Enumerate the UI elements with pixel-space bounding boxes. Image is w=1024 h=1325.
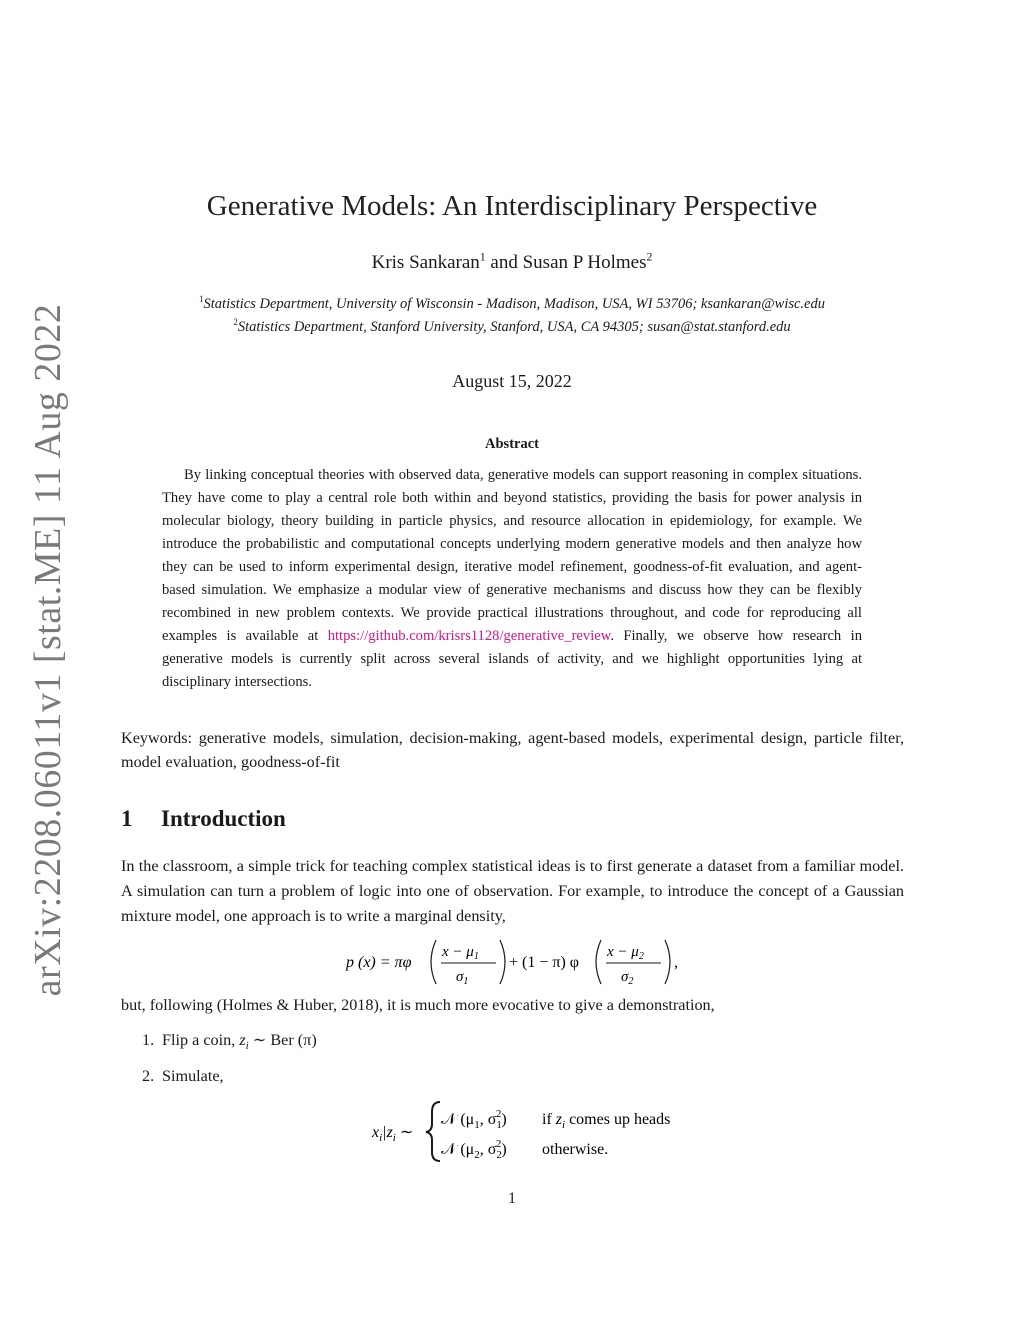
affiliation-2-sup: 2 xyxy=(233,317,238,328)
affiliation-1 xyxy=(0,296,1024,313)
eq1-left-paren-2 xyxy=(596,940,601,984)
eq1-den2: $\sigma_2$ xyxy=(621,969,634,987)
author-1-sup: 1 xyxy=(479,250,486,264)
list-item-1-number: 1. xyxy=(142,1031,155,1049)
eq1-trail: , xyxy=(674,954,678,971)
author-2-sup: 2 xyxy=(646,250,653,264)
list-item-1-math-sub: i xyxy=(245,1040,249,1053)
eq1-left-paren-1 xyxy=(431,940,436,984)
author-1: Kris Sankaran xyxy=(371,252,480,273)
eq1-num2: $x - \mu_2$ xyxy=(607,944,644,962)
list-item-1-math-rest: ∼ Ber (π) xyxy=(248,1031,317,1049)
paper-title: Generative Models: An Interdisciplinary Perspective xyxy=(206,190,818,222)
intro-paragraph: In the classroom, a simple trick for teaching complex statistical ideas is to first generate a dataset from a familiar model. A simulation can turn a problem of logic into one of observation. For example, to introduce the concept of a Gaussian mixture model, one approach is to write a marginal density, xyxy=(121,857,904,925)
following-paragraph: but, following (Holmes & Huber, 2018), it is much more evocative to give a demonstration, xyxy=(121,996,715,1014)
mixture-density-equation xyxy=(0,936,1024,988)
abstract-text-before-link: By linking conceptual theories with observed data, generative models can support reasoning in complex situations. They have come to play a central role both within and beyond statistics, providing the basis for power analysis in molecular biology, theory building in particle physics, and resource allocation in epidemiology, for example. We introduce the probabilistic and computational concepts underlying modern generative models and then analyze how they can be used to inform experimental design, iterative model refinement, goodness-of-fit evaluation, and agent-based simulation. We emphasize a modular view of generative mechanisms and discuss how they can be flexibly recombined in new problem contexts. We provide practical illustrations throughout, and code for reproducing all examples is available at xyxy=(162,467,862,644)
eq2-case2-condition: otherwise. xyxy=(542,1141,609,1158)
github-link[interactable]: https://github.com/krisrs1128/generative_review xyxy=(327,628,611,644)
simulation-cases-equation xyxy=(0,1098,1024,1164)
paper-date: August 15, 2022 xyxy=(452,371,572,391)
author-conjunction: and xyxy=(485,252,523,273)
list-item-2-text: Simulate, xyxy=(162,1067,224,1085)
list-item-1-math-var: z xyxy=(239,1031,246,1049)
abstract-heading: Abstract xyxy=(485,436,539,452)
list-item-2-number: 2. xyxy=(142,1067,155,1085)
eq1-right-paren-1 xyxy=(500,940,505,984)
section-title: Introduction xyxy=(161,806,286,831)
eq1-middle: + (1 − π) φ xyxy=(509,954,580,971)
abstract-text-after-link: . Finally, we observe how research in generative models is currently split across several islands of activity, and we highlight opportunities lying at disciplinary intersections. xyxy=(162,628,862,690)
authors xyxy=(0,252,1024,274)
eq2-lhs: $x_i|z_i$ ∼ xyxy=(372,1124,414,1144)
eq1-lhs: p (x) = πφ xyxy=(346,954,412,971)
list-item-2 xyxy=(142,1067,224,1086)
eq2-brace xyxy=(426,1102,440,1161)
affiliation-1-sup: 1 xyxy=(199,294,204,305)
eq2-case1-condition: if $z_i$ comes up heads xyxy=(542,1111,671,1131)
eq2-case1-dist: 𝒩 ($\mu_1$, $\sigma_12$) xyxy=(441,1108,507,1131)
section-number: 1 xyxy=(121,806,133,831)
page-number: 1 xyxy=(508,1190,516,1207)
list-item-1-text: Flip a coin, xyxy=(162,1031,240,1049)
affiliation-2-text: Statistics Department, Stanford University, Stanford, USA, CA 94305; susan@stat.stanford.edu xyxy=(237,319,791,335)
section-heading xyxy=(121,806,286,832)
eq1-right-paren-2 xyxy=(665,940,670,984)
eq2-case2-dist: 𝒩 ($\mu_2$, $\sigma_22$) xyxy=(441,1138,507,1161)
affiliation-1-text: Statistics Department, University of Wisconsin - Madison, Madison, USA, WI 53706; ksankaran@wisc.edu xyxy=(203,296,825,312)
keywords: Keywords: generative models, simulation, decision-making, agent-based models, experimental design, particle filter, model evaluation, goodness-of-fit xyxy=(121,729,904,771)
list-item-1 xyxy=(142,1030,317,1052)
eq1-den1: $\sigma_1$ xyxy=(456,969,469,987)
eq1-num1: $x - \mu_1$ xyxy=(442,944,479,962)
arxiv-stamp-text: arXiv:2208.06011v1 [stat.ME] 11 Aug 2022 xyxy=(27,303,69,997)
affiliation-2 xyxy=(0,319,1024,336)
author-2: Susan P Holmes xyxy=(522,252,647,273)
abstract-body xyxy=(162,464,862,694)
